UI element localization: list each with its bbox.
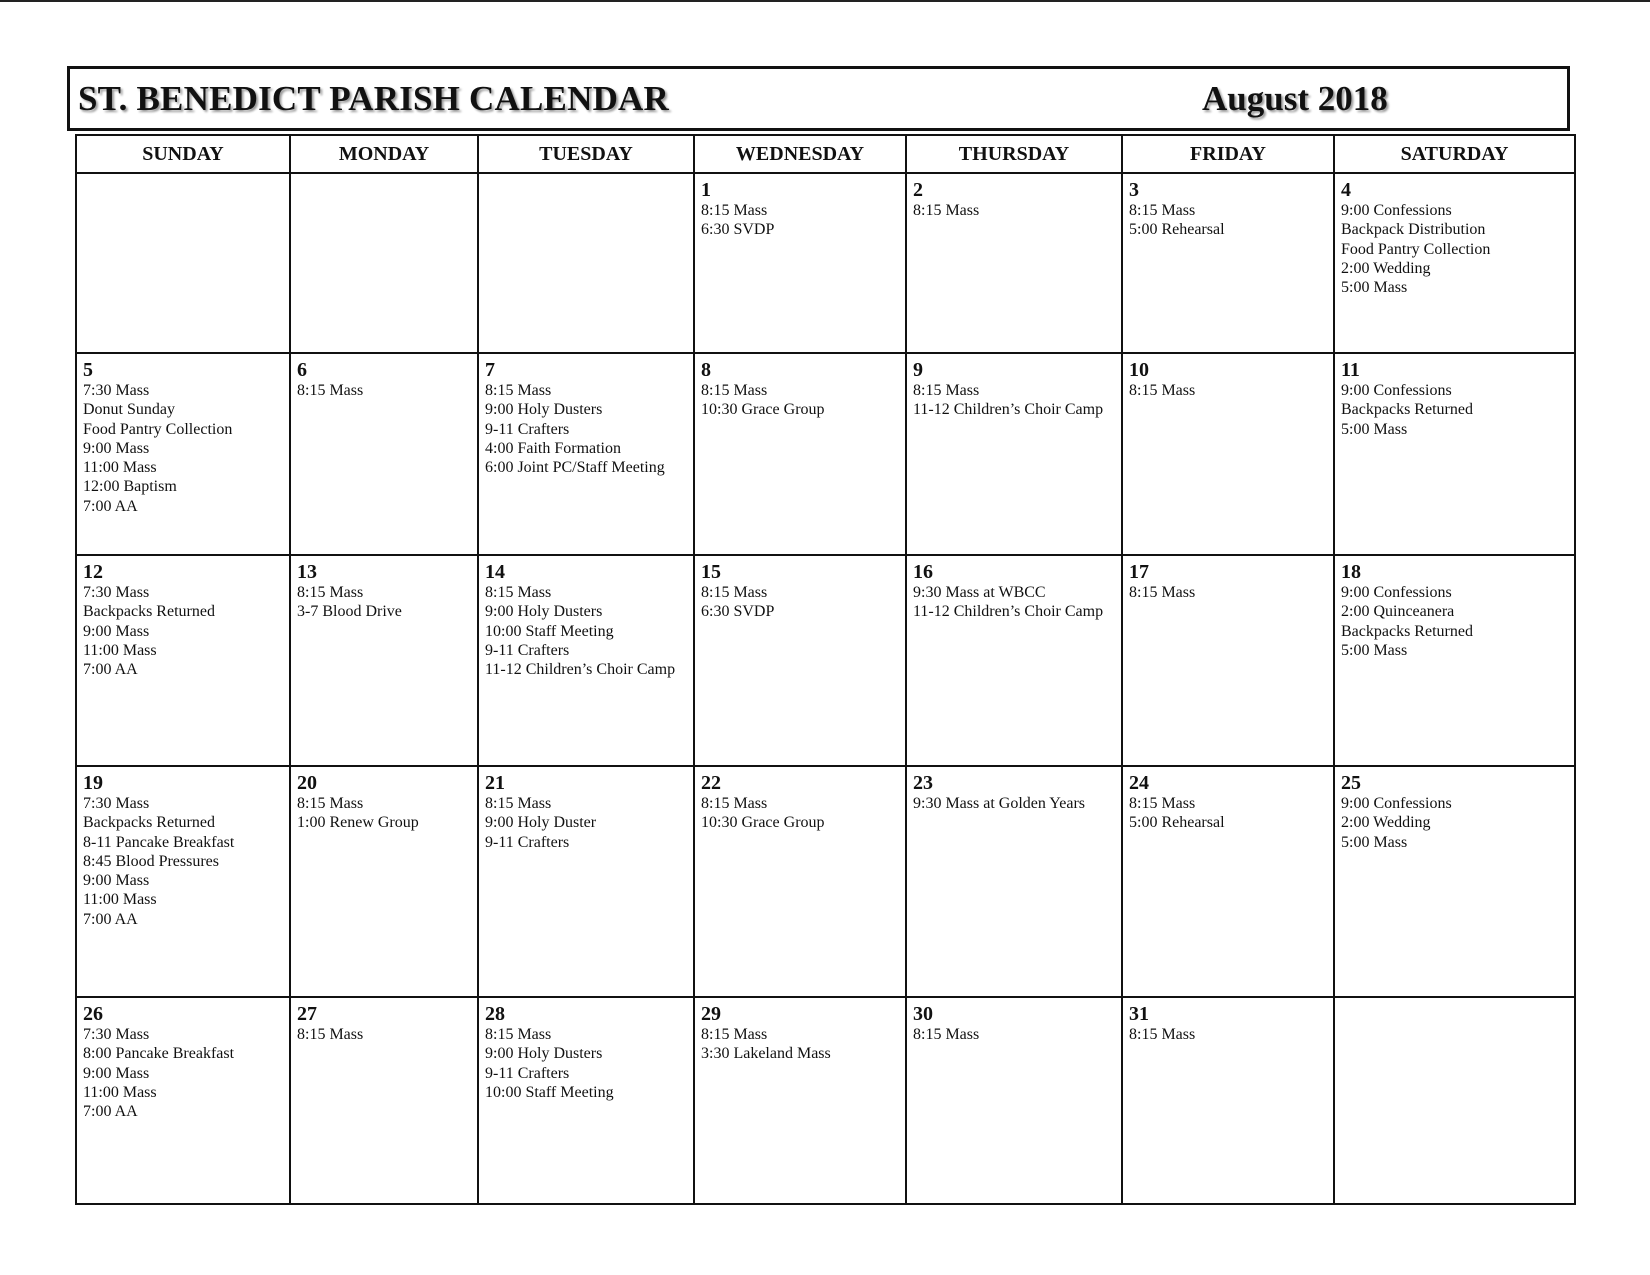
day-cell bbox=[1334, 353, 1575, 555]
event-item: 8:15 Mass bbox=[701, 202, 768, 219]
day-cell bbox=[906, 766, 1122, 997]
day-number: 20 bbox=[297, 772, 317, 794]
weekday-header-row bbox=[76, 135, 1575, 173]
event-item: 7:00 AA bbox=[83, 1103, 138, 1121]
day-cell bbox=[1334, 997, 1575, 1204]
calendar-grid bbox=[75, 134, 1576, 1205]
day-cell bbox=[1122, 555, 1334, 766]
day-cell bbox=[76, 766, 290, 997]
day-cell bbox=[1334, 173, 1575, 353]
day-cell bbox=[694, 555, 906, 766]
weekday-monday: MONDAY bbox=[290, 135, 478, 173]
day-cell bbox=[478, 997, 694, 1204]
event-item: 9:00 Mass bbox=[83, 872, 150, 890]
day-cell bbox=[478, 353, 694, 555]
weekday-sunday: SUNDAY bbox=[76, 135, 290, 173]
event-item: 9-11 Crafters bbox=[485, 420, 570, 438]
event-item: 6:30 SVDP bbox=[701, 221, 775, 239]
day-cell bbox=[1334, 555, 1575, 766]
event-item: Backpack Distribution bbox=[1341, 221, 1486, 239]
day-number: 14 bbox=[485, 561, 505, 583]
event-item: 9:30 Mass at WBCC bbox=[913, 584, 1046, 601]
weekday-tuesday: TUESDAY bbox=[478, 135, 694, 173]
day-number: 16 bbox=[913, 561, 933, 583]
event-item: 5:00 Mass bbox=[1341, 641, 1408, 659]
event-item: 9:00 Holy Dusters bbox=[485, 603, 603, 621]
day-number: 3 bbox=[1129, 179, 1139, 201]
event-item: 8:15 Mass bbox=[701, 382, 768, 399]
day-number: 15 bbox=[701, 561, 721, 583]
day-number: 17 bbox=[1129, 561, 1149, 583]
event-item: 7:30 Mass bbox=[83, 1026, 150, 1043]
week-row bbox=[76, 766, 1575, 997]
day-cell bbox=[694, 173, 906, 353]
event-item: 9-11 Crafters bbox=[485, 833, 570, 851]
event-item: Backpacks Returned bbox=[1341, 401, 1473, 419]
event-item: Backpacks Returned bbox=[1341, 622, 1473, 640]
day-number: 21 bbox=[485, 772, 505, 794]
day-cell bbox=[478, 173, 694, 353]
event-item: 8:15 Mass bbox=[297, 584, 364, 601]
event-item: Food Pantry Collection bbox=[1341, 240, 1491, 258]
day-number: 13 bbox=[297, 561, 317, 583]
week-row bbox=[76, 353, 1575, 555]
event-item: 9:00 Mass bbox=[83, 1064, 150, 1082]
day-cell bbox=[478, 555, 694, 766]
day-number: 12 bbox=[83, 561, 103, 583]
event-item: 8:15 Mass bbox=[701, 795, 768, 812]
event-item: 12:00 Baptism bbox=[83, 478, 177, 496]
event-item: 3:30 Lakeland Mass bbox=[701, 1045, 831, 1063]
event-item: 8:15 Mass bbox=[1129, 1026, 1196, 1043]
event-item: 11:00 Mass bbox=[83, 891, 157, 909]
event-item: 11-12 Children’s Choir Camp bbox=[485, 661, 676, 679]
event-item: Backpacks Returned bbox=[83, 603, 215, 621]
event-item: 8-11 Pancake Breakfast bbox=[83, 833, 235, 851]
day-cell bbox=[1122, 766, 1334, 997]
day-number: 24 bbox=[1129, 772, 1149, 794]
day-cell bbox=[290, 353, 478, 555]
weekday-saturday: SATURDAY bbox=[1334, 135, 1575, 173]
weekday-wednesday: WEDNESDAY bbox=[694, 135, 906, 173]
event-item: 8:15 Mass bbox=[297, 1026, 364, 1043]
event-item: 9-11 Crafters bbox=[485, 1064, 570, 1082]
event-item: 7:00 AA bbox=[83, 910, 138, 928]
day-cell bbox=[290, 997, 478, 1204]
day-number: 29 bbox=[701, 1003, 721, 1025]
day-cell bbox=[1122, 997, 1334, 1204]
day-number: 4 bbox=[1341, 179, 1351, 201]
event-item: 9:00 Confessions bbox=[1341, 795, 1452, 812]
event-item: 2:00 Wedding bbox=[1341, 259, 1431, 277]
event-item: 9:00 Mass bbox=[83, 439, 150, 457]
event-item: 11:00 Mass bbox=[83, 1083, 157, 1101]
day-cell bbox=[1334, 766, 1575, 997]
event-item: 10:00 Staff Meeting bbox=[485, 1083, 614, 1101]
day-cell bbox=[478, 766, 694, 997]
event-item: 2:00 Quinceanera bbox=[1341, 603, 1455, 621]
event-item: 8:15 Mass bbox=[485, 382, 552, 399]
event-item: 5:00 Rehearsal bbox=[1129, 221, 1225, 239]
event-item: 9:00 Confessions bbox=[1341, 584, 1452, 601]
day-cell bbox=[694, 766, 906, 997]
day-number: 28 bbox=[485, 1003, 505, 1025]
event-item: 8:15 Mass bbox=[1129, 795, 1196, 812]
day-number: 1 bbox=[701, 179, 711, 201]
event-item: 3-7 Blood Drive bbox=[297, 603, 402, 621]
event-item: 11:00 Mass bbox=[83, 459, 157, 477]
event-item: 11-12 Children’s Choir Camp bbox=[913, 603, 1104, 621]
calendar-title: ST. BENEDICT PARISH CALENDAR bbox=[78, 79, 669, 118]
event-item: 9:00 Confessions bbox=[1341, 382, 1452, 399]
event-item: 8:15 Mass bbox=[485, 795, 552, 812]
day-cell bbox=[76, 173, 290, 353]
event-item: 8:15 Mass bbox=[297, 382, 364, 399]
day-number: 25 bbox=[1341, 772, 1361, 794]
week-row bbox=[76, 997, 1575, 1204]
event-item: 7:30 Mass bbox=[83, 795, 150, 812]
event-item: 8:15 Mass bbox=[485, 584, 552, 601]
day-number: 6 bbox=[297, 359, 307, 381]
day-number: 8 bbox=[701, 359, 711, 381]
day-cell bbox=[906, 353, 1122, 555]
day-number: 31 bbox=[1129, 1003, 1149, 1025]
event-item: 4:00 Faith Formation bbox=[485, 439, 621, 457]
event-item: 9-11 Crafters bbox=[485, 641, 570, 659]
event-item: 6:00 Joint PC/Staff Meeting bbox=[485, 459, 665, 477]
day-cell bbox=[906, 173, 1122, 353]
day-cell bbox=[290, 766, 478, 997]
event-item: 8:15 Mass bbox=[1129, 382, 1196, 399]
event-item: 9:00 Holy Duster bbox=[485, 814, 597, 832]
week-row bbox=[76, 173, 1575, 353]
event-item: 8:15 Mass bbox=[485, 1026, 552, 1043]
day-number: 22 bbox=[701, 772, 721, 794]
week-row bbox=[76, 555, 1575, 766]
day-cell bbox=[906, 997, 1122, 1204]
event-item: 6:30 SVDP bbox=[701, 603, 775, 621]
event-item: 10:30 Grace Group bbox=[701, 814, 825, 832]
day-number: 11 bbox=[1341, 359, 1360, 381]
event-item: 7:30 Mass bbox=[83, 382, 150, 399]
day-number: 18 bbox=[1341, 561, 1361, 583]
event-item: Food Pantry Collection bbox=[83, 420, 233, 438]
event-item: 5:00 Mass bbox=[1341, 420, 1408, 438]
event-item: 5:00 Rehearsal bbox=[1129, 814, 1225, 832]
event-item: 8:00 Pancake Breakfast bbox=[83, 1045, 235, 1063]
day-cell bbox=[290, 173, 478, 353]
event-item: 8:15 Mass bbox=[913, 202, 980, 219]
event-item: 8:45 Blood Pressures bbox=[83, 852, 219, 870]
event-item: 8:15 Mass bbox=[701, 584, 768, 601]
day-cell bbox=[1122, 173, 1334, 353]
event-item: 9:00 Confessions bbox=[1341, 202, 1452, 219]
event-item: 8:15 Mass bbox=[913, 1026, 980, 1043]
weekday-friday: FRIDAY bbox=[1122, 135, 1334, 173]
event-item: 8:15 Mass bbox=[297, 795, 364, 812]
event-item: 8:15 Mass bbox=[913, 382, 980, 399]
event-item: 7:00 AA bbox=[83, 661, 138, 679]
day-number: 27 bbox=[297, 1003, 317, 1025]
event-item: 2:00 Wedding bbox=[1341, 814, 1431, 832]
event-item: 9:00 Mass bbox=[83, 622, 150, 640]
day-cell bbox=[694, 997, 906, 1204]
top-rule bbox=[0, 0, 1650, 2]
day-cell bbox=[906, 555, 1122, 766]
day-cell bbox=[1122, 353, 1334, 555]
event-item: 7:00 AA bbox=[83, 497, 138, 515]
event-item: 1:00 Renew Group bbox=[297, 814, 419, 832]
day-cell bbox=[76, 353, 290, 555]
day-cell bbox=[290, 555, 478, 766]
event-item: 9:00 Holy Dusters bbox=[485, 401, 603, 419]
event-item: Backpacks Returned bbox=[83, 814, 215, 832]
event-item: 7:30 Mass bbox=[83, 584, 150, 601]
day-number: 26 bbox=[83, 1003, 103, 1025]
day-number: 23 bbox=[913, 772, 933, 794]
event-item: 8:15 Mass bbox=[1129, 202, 1196, 219]
weekday-thursday: THURSDAY bbox=[906, 135, 1122, 173]
day-number: 9 bbox=[913, 359, 923, 381]
calendar-month: August 2018 bbox=[1202, 79, 1388, 118]
event-item: 10:30 Grace Group bbox=[701, 401, 825, 419]
day-number: 30 bbox=[913, 1003, 933, 1025]
day-number: 19 bbox=[83, 772, 103, 794]
day-number: 7 bbox=[485, 359, 495, 381]
calendar-header bbox=[67, 66, 1570, 131]
event-item: 9:30 Mass at Golden Years bbox=[913, 795, 1085, 812]
day-cell bbox=[694, 353, 906, 555]
day-cell bbox=[76, 555, 290, 766]
event-item: 8:15 Mass bbox=[701, 1026, 768, 1043]
day-number: 10 bbox=[1129, 359, 1149, 381]
event-item: 11:00 Mass bbox=[83, 641, 157, 659]
event-item: 10:00 Staff Meeting bbox=[485, 622, 614, 640]
event-item: Donut Sunday bbox=[83, 401, 175, 419]
event-item: 5:00 Mass bbox=[1341, 833, 1408, 851]
day-number: 5 bbox=[83, 359, 93, 381]
event-item: 5:00 Mass bbox=[1341, 279, 1408, 297]
event-item: 8:15 Mass bbox=[1129, 584, 1196, 601]
event-item: 9:00 Holy Dusters bbox=[485, 1045, 603, 1063]
event-item: 11-12 Children’s Choir Camp bbox=[913, 401, 1104, 419]
day-number: 2 bbox=[913, 179, 923, 201]
day-cell bbox=[76, 997, 290, 1204]
